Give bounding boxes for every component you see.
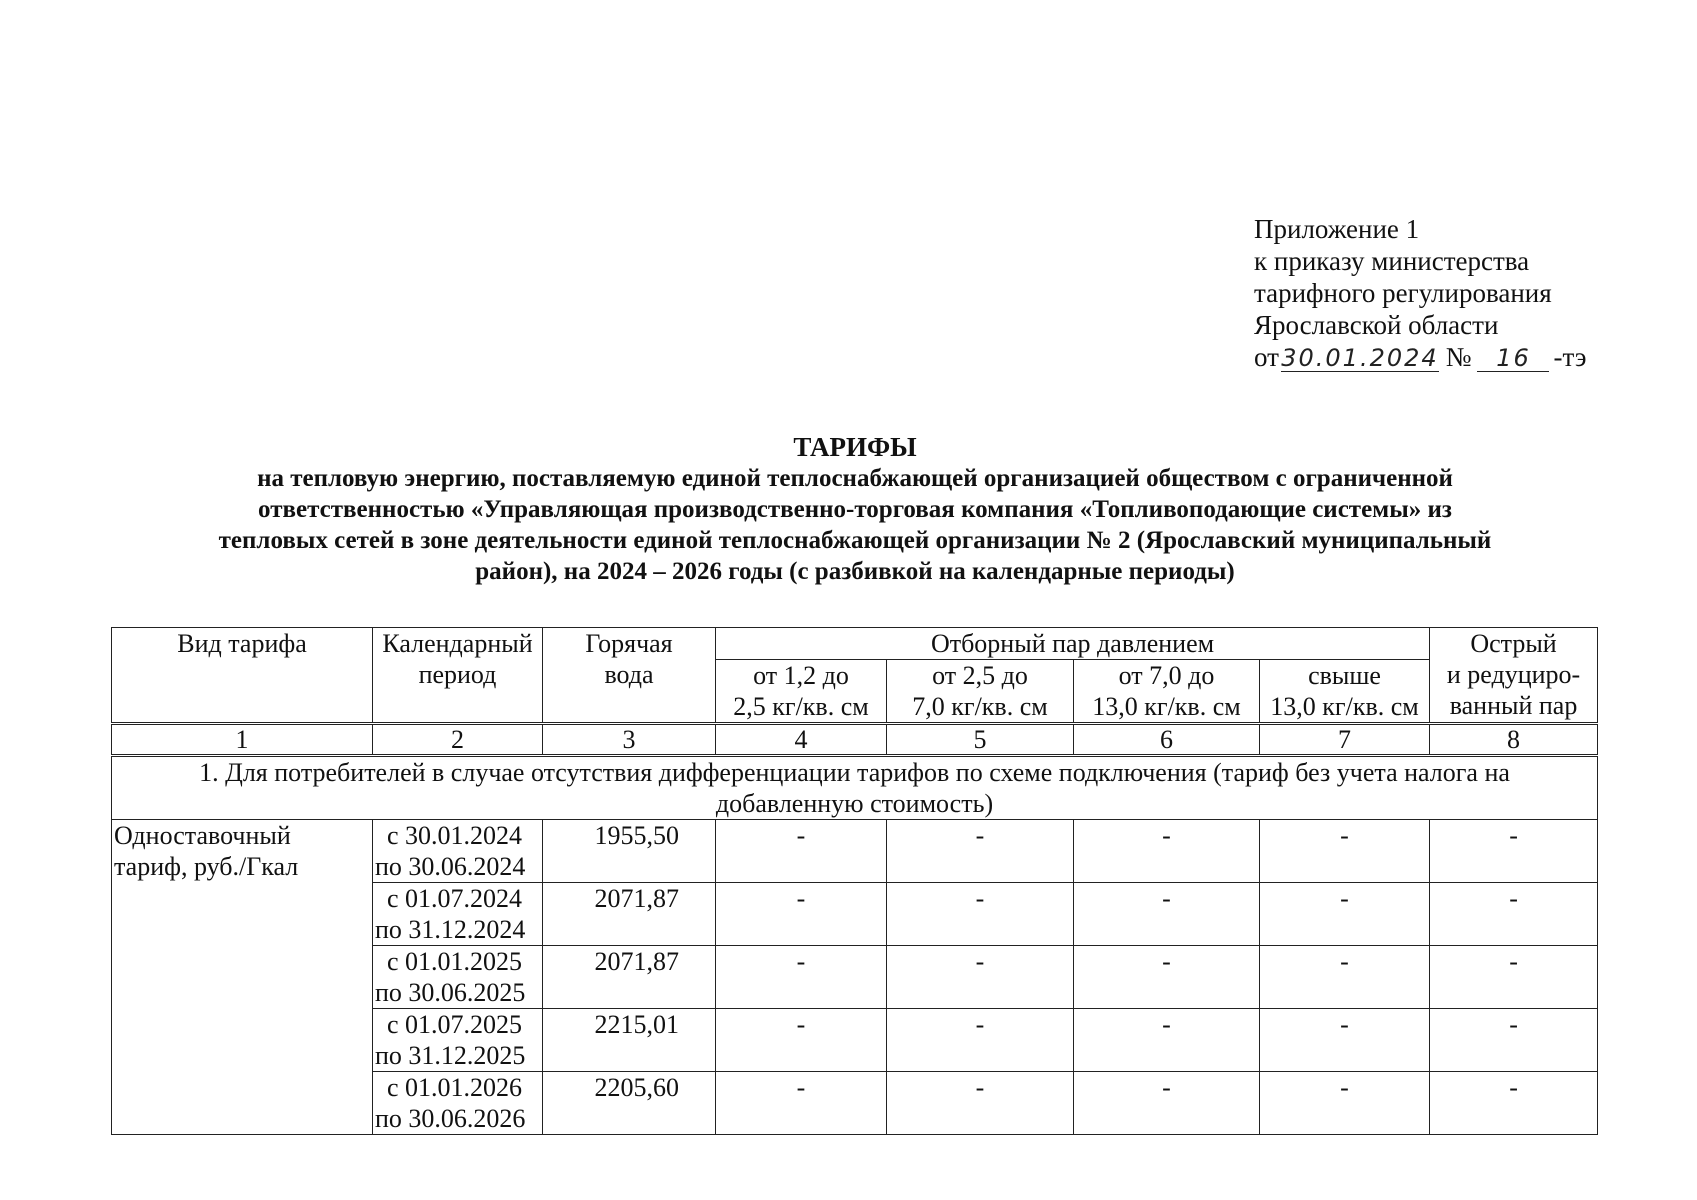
period-from: с 01.07.2024 <box>387 884 523 913</box>
tariff-type-cell <box>112 820 373 1135</box>
header-steam-4-line-1: свыше <box>1308 661 1381 690</box>
header-steam-1-line-2: 2,5 кг/кв. см <box>733 692 869 721</box>
number-suffix: -тэ <box>1553 342 1587 372</box>
period-to: по 30.06.2026 <box>375 1104 526 1133</box>
header-steam-1 <box>716 660 887 724</box>
column-number: 5 <box>887 724 1074 756</box>
steam-2-value: - <box>887 1009 1074 1072</box>
tariff-type-line-2: тариф, руб./Гкал <box>114 852 299 881</box>
column-number: 7 <box>1260 724 1430 756</box>
period-cell <box>373 946 543 1009</box>
steam-3-value: - <box>1074 820 1260 883</box>
steam-3-value: - <box>1074 1072 1260 1135</box>
appendix-line-3: тарифного регулирования <box>1254 278 1552 308</box>
header-steam-2 <box>887 660 1074 724</box>
period-from: с 01.01.2026 <box>387 1073 523 1102</box>
header-hot-water <box>543 628 716 724</box>
period-cell <box>373 1072 543 1135</box>
period-from: с 01.07.2025 <box>387 1010 523 1039</box>
header-hot-water-line-1: Горячая <box>585 629 673 658</box>
period-to: по 30.06.2024 <box>375 852 526 881</box>
header-period-line-1: Календарный <box>382 629 533 658</box>
sharp-steam-value: - <box>1430 820 1598 883</box>
date-prefix: от <box>1254 342 1279 372</box>
subtitle-line: район), на 2024 – 2026 годы (с разбивкой на календарные периоды) <box>475 558 1235 585</box>
table-row <box>112 820 1598 883</box>
header-hot-water-line-2: вода <box>604 660 654 689</box>
period-cell <box>373 883 543 946</box>
period-to: по 31.12.2025 <box>375 1041 526 1070</box>
header-sharp-line-3: ванный пар <box>1449 691 1578 720</box>
subtitle-line: тепловых сетей в зоне деятельности единой теплоснабжающей организации № 2 (Ярославский муниципальный <box>218 527 1492 554</box>
column-number-row <box>112 724 1598 756</box>
section-title: 1. Для потребителей в случае отсутствия дифференциации тарифов по схеме подключения (тариф без учета налога на добавленную стоимость) <box>112 756 1598 820</box>
column-number: 6 <box>1074 724 1260 756</box>
steam-3-value: - <box>1074 1009 1260 1072</box>
steam-1-value: - <box>716 820 887 883</box>
subtitle-line: на тепловую энергию, поставляемую единой теплоснабжающей организацией обществом с ограниченной <box>257 465 1453 492</box>
header-steam-1-line-1: от 1,2 до <box>753 661 849 690</box>
steam-4-value: - <box>1260 820 1430 883</box>
header-row-1 <box>112 628 1598 660</box>
header-steam-group: Отборный пар давлением <box>716 628 1430 660</box>
handwritten-date: 30.01.2024 <box>1281 344 1439 372</box>
period-cell <box>373 1009 543 1072</box>
header-sharp-line-2: и редуциро- <box>1446 660 1581 689</box>
header-steam-3 <box>1074 660 1260 724</box>
hot-water-value: 2071,87 <box>543 883 716 946</box>
header-steam-2-line-2: 7,0 кг/кв. см <box>912 692 1048 721</box>
steam-1-value: - <box>716 1009 887 1072</box>
document-title: ТАРИФЫ <box>793 432 917 462</box>
steam-2-value: - <box>887 1072 1074 1135</box>
header-steam-2-line-1: от 2,5 до <box>932 661 1028 690</box>
steam-3-value: - <box>1074 883 1260 946</box>
period-from: с 30.01.2024 <box>387 821 523 850</box>
sharp-steam-value: - <box>1430 1072 1598 1135</box>
steam-2-value: - <box>887 946 1074 1009</box>
column-number: 8 <box>1430 724 1598 756</box>
header-sharp-line-1: Острый <box>1470 629 1557 658</box>
header-steam-3-line-1: от 7,0 до <box>1118 661 1215 690</box>
column-number: 2 <box>373 724 543 756</box>
period-to: по 31.12.2024 <box>375 915 526 944</box>
sharp-steam-value: - <box>1430 1009 1598 1072</box>
steam-1-value: - <box>716 883 887 946</box>
header-tariff-type: Вид тарифа <box>112 628 373 724</box>
period-from: с 01.01.2025 <box>387 947 523 976</box>
header-steam-4-line-2: 13,0 кг/кв. см <box>1270 692 1419 721</box>
sharp-steam-value: - <box>1430 883 1598 946</box>
hot-water-value: 2215,01 <box>543 1009 716 1072</box>
appendix-line-1: Приложение 1 <box>1254 214 1420 244</box>
period-cell <box>373 820 543 883</box>
steam-3-value: - <box>1074 946 1260 1009</box>
tariff-type-line-1: Одноставочный <box>114 821 291 850</box>
column-number: 1 <box>112 724 373 756</box>
column-number: 4 <box>716 724 887 756</box>
hot-water-value: 2071,87 <box>543 946 716 1009</box>
appendix-block <box>1254 213 1587 373</box>
steam-4-value: - <box>1260 1072 1430 1135</box>
appendix-order-line <box>1254 341 1587 373</box>
header-period-line-2: период <box>418 660 497 689</box>
handwritten-number: 16 <box>1477 345 1549 372</box>
header-period <box>373 628 543 724</box>
steam-4-value: - <box>1260 946 1430 1009</box>
header-steam-3-line-2: 13,0 кг/кв. см <box>1092 692 1241 721</box>
hot-water-value: 1955,50 <box>543 820 716 883</box>
section-row <box>112 756 1598 820</box>
steam-4-value: - <box>1260 883 1430 946</box>
steam-1-value: - <box>716 1072 887 1135</box>
document-heading <box>110 432 1600 587</box>
steam-4-value: - <box>1260 1009 1430 1072</box>
number-prefix: № <box>1445 342 1472 372</box>
subtitle-line: ответственностью «Управляющая производственно-торговая компания «Топливоподающие системы» из <box>258 496 1452 523</box>
sharp-steam-value: - <box>1430 946 1598 1009</box>
steam-2-value: - <box>887 883 1074 946</box>
header-steam-4 <box>1260 660 1430 724</box>
appendix-line-2: к приказу министерства <box>1254 246 1530 276</box>
tariffs-table <box>111 627 1598 1135</box>
column-number: 3 <box>543 724 716 756</box>
steam-1-value: - <box>716 946 887 1009</box>
steam-2-value: - <box>887 820 1074 883</box>
period-to: по 30.06.2025 <box>375 978 526 1007</box>
appendix-line-4: Ярославской области <box>1254 310 1499 340</box>
hot-water-value: 2205,60 <box>543 1072 716 1135</box>
header-sharp-steam <box>1430 628 1598 724</box>
